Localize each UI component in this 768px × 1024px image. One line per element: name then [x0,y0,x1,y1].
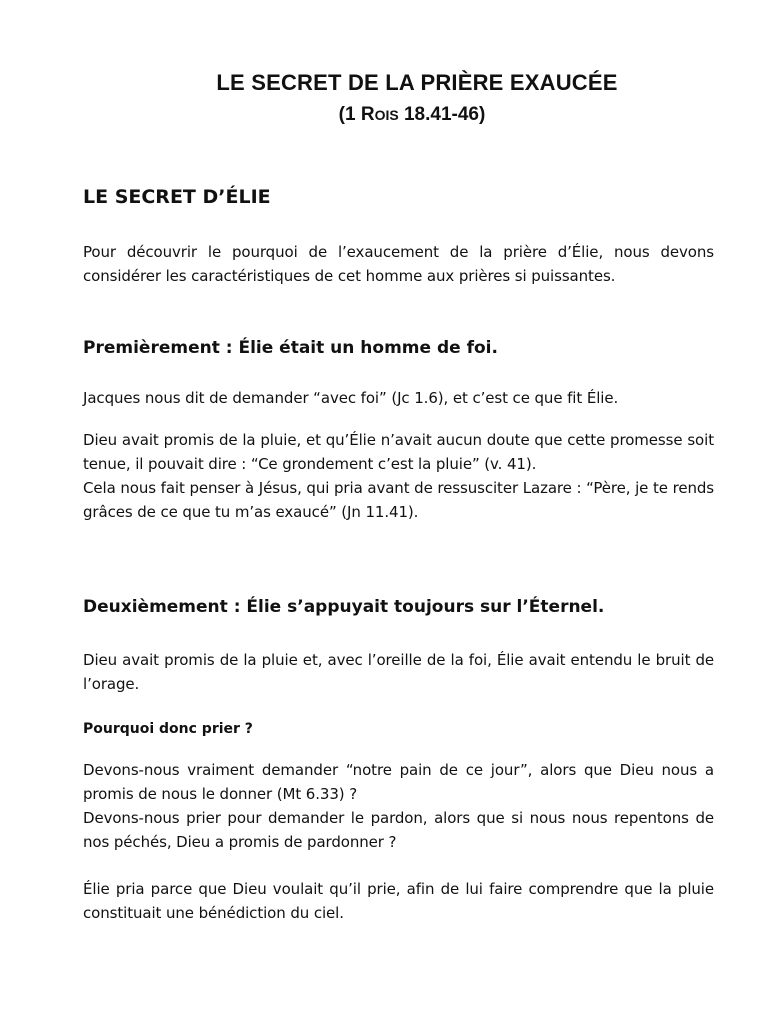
page-title: LE SECRET DE LA PRIÈRE EXAUCÉE [216,70,618,95]
question-paragraph [83,758,714,854]
intro-text: Pour découvrir le pourquoi de l’exaucement de la prière d’Élie, nous devons considérer les caractéristiques de cet homme aux prières si puissantes. [83,243,714,285]
conclusion-text: Élie pria parce que Dieu voulait qu’il prie, afin de lui faire comprendre que la pluie constituait une bénédiction du ciel. [83,880,714,922]
subtitle-prefix: (1 R [338,104,375,125]
first-point-paragraph-2 [83,428,714,524]
question-text-1: Devons-nous vraiment demander “notre pain de ce jour”, alors que Dieu nous a promis de nous le donner (Mt 6.33) ? [83,761,714,803]
first-point-text-2: Dieu avait promis de la pluie, et qu’Élie n’avait aucun doute que cette promesse soit tenue, il pouvait dire : “Ce grondement c’est la pluie” (v. 41). [83,431,714,473]
conclusion-paragraph [83,877,714,925]
first-point-text-3: Cela nous fait penser à Jésus, qui pria avant de ressusciter Lazare : “Père, je te rends grâces de ce que tu m’as exaucé” (Jn 11.41). [83,479,714,521]
question-heading: Pourquoi donc prier ? [83,721,253,737]
section-heading: LE SECRET D’ÉLIE [83,186,271,208]
second-point-text: Dieu avait promis de la pluie et, avec l’oreille de la foi, Élie avait entendu le bruit de l’orage. [83,651,714,693]
second-point-paragraph [83,648,714,696]
intro-paragraph [83,240,714,288]
first-point-heading: Premièrement : Élie était un homme de foi. [83,338,498,358]
subtitle-smallcaps: OIS [374,107,399,123]
subtitle-suffix: 18.41-46) [398,104,486,125]
page-subtitle [0,104,768,126]
second-point-heading: Deuxièmement : Élie s’appuyait toujours sur l’Éternel. [83,597,605,617]
first-point-paragraph-1 [83,386,714,410]
first-point-text-1: Jacques nous dit de demander “avec foi” (Jc 1.6), et c’est ce que fit Élie. [83,389,619,407]
question-text-2: Devons-nous prier pour demander le pardon, alors que si nous nous repentons de nos péchés, Dieu a promis de pardonner ? [83,809,714,851]
